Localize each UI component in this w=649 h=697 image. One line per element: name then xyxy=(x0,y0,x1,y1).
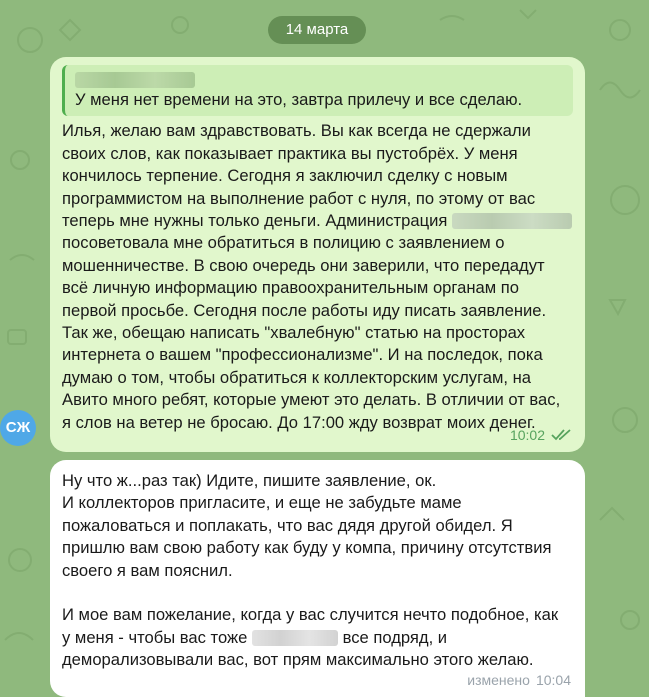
message-meta xyxy=(467,669,571,691)
avatar[interactable] xyxy=(0,410,36,446)
message-text xyxy=(62,120,573,434)
redacted-text xyxy=(452,213,572,229)
message-text-part2: посоветовала мне обратиться в полицию с заявлением о мошенничестве. В свою очередь они заверили, что передадут всё личную информацию правоохранительным органам по первой просьбе. Сегодня после работы иду писать заявление. Так же, обещаю написать "хвалебную" статью на просторах интернета о вашем "профессионализме". И на последок, пока думаю о том, чтобы обратиться к коллекторским услугам, на Авито много ребят, которые умеют это делать. В отличии от вас, я слов на ветер не бросаю. До 17:00 жду возврат моих денег. xyxy=(62,233,561,432)
message-meta xyxy=(510,424,573,446)
message-time: 10:04 xyxy=(535,671,571,688)
message-time: 10:02 xyxy=(509,426,545,443)
quote-text: У меня нет времени на это, завтра прилечу и все сделаю. xyxy=(75,90,523,109)
redacted-text xyxy=(252,630,338,646)
message-paragraph-1: Ну что ж...раз так) Идите, пишите заявление, ок. И коллекторов пригласите, и еще не забудьте маме пожаловаться и поплакать, что вас дядя другой обидел. Я пришлю вам свою работу как буду у компа, причину отсутствия своего я вам пояснил. xyxy=(62,471,552,580)
avatar-initials: СЖ xyxy=(5,419,31,436)
incoming-message[interactable] xyxy=(50,460,585,697)
message-text xyxy=(62,470,571,672)
message-paragraph-2-start: И мое вам пожелание, когда у вас случится нечто подобное, как у меня - чтобы вас тоже xyxy=(62,605,559,647)
message-paragraph-2-end: все подряд, и деморализовывали вас, вот прям максимально этого желаю. xyxy=(62,627,534,670)
reply-quote[interactable] xyxy=(62,65,573,116)
outgoing-message[interactable] xyxy=(50,57,585,452)
date-separator: 14 марта xyxy=(268,16,366,44)
double-check-icon xyxy=(551,429,573,441)
redacted-name xyxy=(75,72,195,88)
quote-author xyxy=(75,69,563,89)
edited-label: изменено xyxy=(467,671,530,688)
message-text-part1: Илья, желаю вам здравствовать. Вы как всегда не сдержали своих слов, как показывает практика вы пустобрёх. У меня кончилось терпение. Сегодня я заключил сделку с новым программистом на выполнение работ с нуля, по этому от вас теперь мне нужны только деньги. Администрация xyxy=(62,121,536,231)
